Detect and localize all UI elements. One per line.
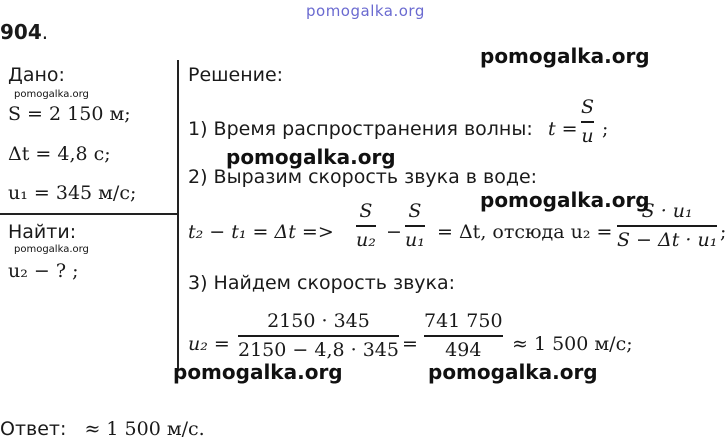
step2-text: 2) Выразим скорость звука в воде:	[188, 166, 538, 188]
given-dt: Δt = 4,8 с;	[8, 143, 111, 165]
watermark-large: pomogalka.org	[428, 360, 598, 384]
step3-lhs: u₂ =	[188, 333, 230, 355]
top-watermark: pomogalka.org	[306, 2, 425, 20]
fraction-numerator: S	[408, 200, 422, 222]
step3-fraction-2	[424, 312, 503, 360]
step3-text: 3) Найдем скорость звука:	[188, 272, 456, 294]
column-divider	[177, 60, 179, 370]
fraction-denominator: 2150 − 4,8 · 345	[238, 338, 399, 361]
watermark-large: pomogalka.org	[480, 44, 650, 68]
fraction-numerator: 741 750	[424, 310, 503, 332]
step2-lhs: t₂ − t₁ = Δt =>	[188, 221, 334, 243]
step1-end: ;	[602, 118, 609, 140]
step1-fraction	[581, 98, 594, 146]
find-title: Найти:	[8, 221, 77, 243]
find-target: u₂ − ? ;	[8, 260, 79, 282]
answer-value: ≈ 1 500 м/с.	[84, 418, 205, 440]
fraction-numerator: 2150 · 345	[267, 310, 370, 332]
step1-lhs: t =	[548, 118, 578, 140]
solution-title: Решение:	[188, 64, 284, 86]
fraction-bar	[424, 335, 503, 337]
watermark-large: pomogalka.org	[226, 145, 396, 169]
given-s: S = 2 150 м;	[8, 103, 131, 125]
watermark-large: pomogalka.org	[480, 188, 650, 212]
answer-label: Ответ:	[0, 418, 67, 440]
step1-text: 1) Время распространения волны:	[188, 118, 533, 140]
watermark-small: pomogalka.org	[14, 244, 89, 255]
fraction-numerator: S	[359, 200, 373, 222]
problem-number: 904.	[0, 20, 49, 44]
fraction-bar	[356, 225, 376, 227]
step2-fraction-1	[356, 202, 376, 250]
step3-result: ≈ 1 500 м/с;	[512, 333, 633, 355]
step2-end: ;	[720, 221, 727, 243]
given-u1: u₁ = 345 м/с;	[8, 182, 137, 204]
fraction-bar	[617, 225, 717, 227]
fraction-bar	[238, 335, 399, 337]
step2-minus: −	[386, 221, 402, 243]
watermark-large: pomogalka.org	[173, 360, 343, 384]
given-divider	[0, 213, 178, 215]
step3-fraction-1	[238, 312, 399, 360]
step2-fraction-2	[405, 202, 425, 250]
fraction-bar	[405, 225, 425, 227]
fraction-bar	[581, 121, 594, 123]
step3-eq: =	[402, 333, 418, 355]
step2-mid: = Δt, отсюда u₂ =	[437, 221, 613, 243]
fraction-numerator: S	[581, 96, 595, 118]
fraction-denominator: u₂	[356, 228, 376, 251]
fraction-denominator: S − Δt · u₁	[617, 228, 718, 251]
fraction-denominator: u₁	[405, 228, 425, 251]
fraction-denominator: u	[581, 124, 594, 147]
answer-line	[0, 418, 205, 440]
fraction-denominator: 494	[445, 338, 482, 361]
given-title: Дано:	[8, 64, 65, 86]
watermark-small: pomogalka.org	[14, 89, 89, 100]
fraction-numerator: S · u₁	[641, 200, 693, 222]
